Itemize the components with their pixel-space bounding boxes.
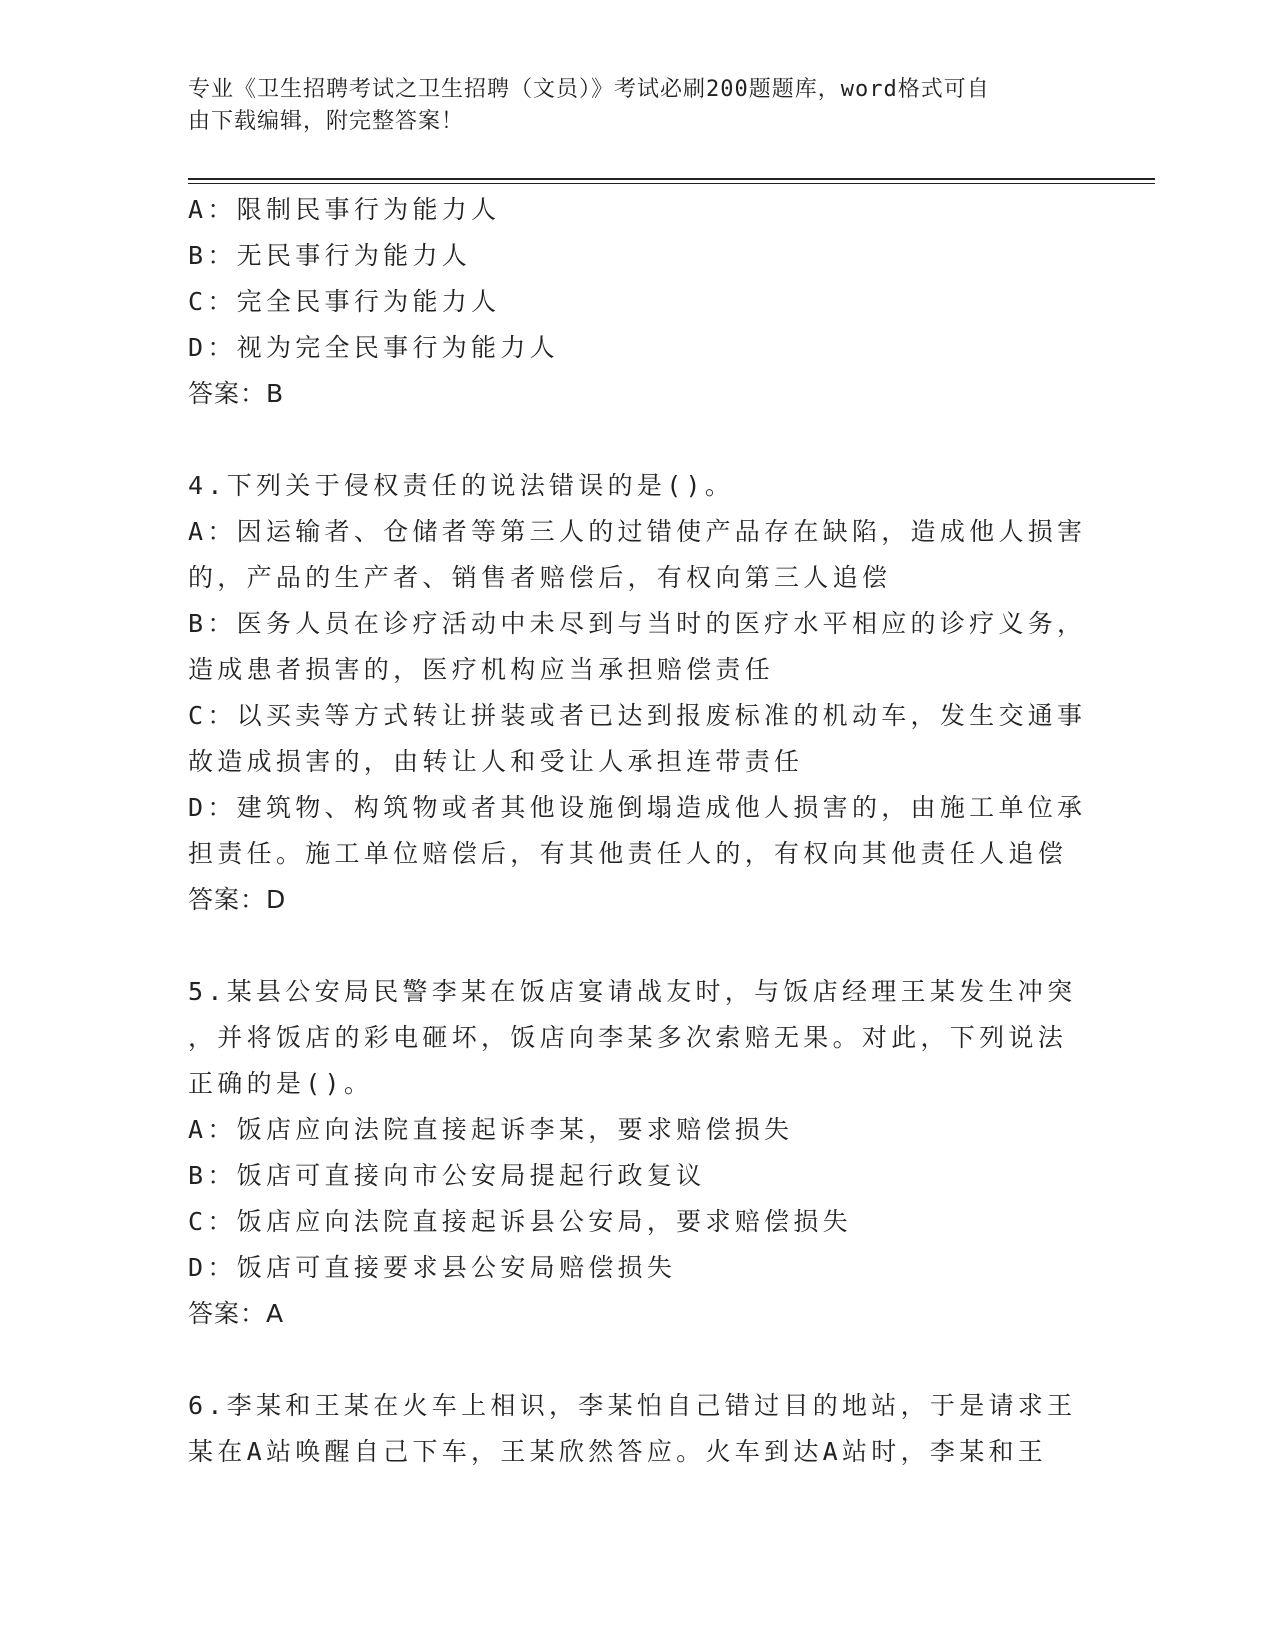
header-rule-thick: [188, 178, 1155, 180]
option-d-line-1: D：建筑物、构筑物或者其他设施倒塌造成他人损害的，由施工单位承: [188, 793, 1087, 822]
option-a: A：饭店应向法院直接起诉李某，要求赔偿损失: [188, 1115, 794, 1144]
option-d: D：视为完全民事行为能力人: [188, 333, 559, 362]
option-c-line-1: C：以买卖等方式转让拼装或者已达到报废标准的机动车，发生交通事: [188, 701, 1087, 730]
option-b-line-1: B：医务人员在诊疗活动中未尽到与当时的医疗水平相应的诊疗义务，: [188, 609, 1087, 638]
answer-line: 答案：D: [188, 885, 287, 914]
question-5-block: [188, 969, 1078, 1337]
option-a-line-1: A：因运输者、仓储者等第三人的过错使产品存在缺陷，造成他人损害: [188, 517, 1087, 546]
question-text-line-2: 某在A站唤醒自己下车，王某欣然答应。火车到达A站时，李某和王: [188, 1437, 1048, 1466]
option-d: D：饭店可直接要求县公安局赔偿损失: [188, 1253, 677, 1282]
question-text-line-1: 5.某县公安局民警李某在饭店宴请战友时，与饭店经理王某发生冲突: [188, 977, 1077, 1006]
answer-line: 答案：B: [188, 379, 285, 408]
option-a: A：限制民事行为能力人: [188, 195, 501, 224]
question-text-line-3: 正确的是()。: [188, 1069, 374, 1098]
question-text: 4.下列关于侵权责任的说法错误的是()。: [188, 471, 735, 500]
option-c: C：完全民事行为能力人: [188, 287, 501, 316]
spacer: [188, 1337, 1078, 1383]
question-text-line-1: 6.李某和王某在火车上相识，李某怕自己错过目的地站，于是请求王: [188, 1391, 1077, 1420]
option-b: B：无民事行为能力人: [188, 241, 472, 270]
question-3-block: [188, 187, 1078, 417]
question-list: [188, 187, 1087, 1475]
question-6-block: [188, 1383, 1078, 1475]
header-line-2: 由下载编辑，附完整答案！: [188, 109, 465, 134]
option-c-line-2: 故造成损害的，由转让人和受让人承担连带责任: [188, 747, 804, 776]
spacer: [188, 923, 1078, 969]
option-c: C：饭店应向法院直接起诉县公安局，要求赔偿损失: [188, 1207, 852, 1236]
question-text-line-2: ，并将饭店的彩电砸坏，饭店向李某多次索赔无果。对此，下列说法: [188, 1023, 1068, 1052]
question-4-block: [188, 463, 1087, 923]
answer-line: 答案：A: [188, 1299, 285, 1328]
option-d-line-2: 担责任。施工单位赔偿后，有其他责任人的，有权向其他责任人追偿: [188, 839, 1068, 868]
option-b-line-2: 造成患者损害的，医疗机构应当承担赔偿责任: [188, 655, 775, 684]
option-a-line-2: 的，产品的生产者、销售者赔偿后，有权向第三人追偿: [188, 563, 892, 592]
option-b: B：饭店可直接向市公安局提起行政复议: [188, 1161, 706, 1190]
header-line-1: 专业《卫生招聘考试之卫生招聘（文员）》考试必刷200题题库，word格式可自: [188, 77, 990, 102]
header-rule-thin: [188, 183, 1155, 184]
spacer: [188, 417, 1078, 463]
document-header: [188, 74, 1068, 138]
